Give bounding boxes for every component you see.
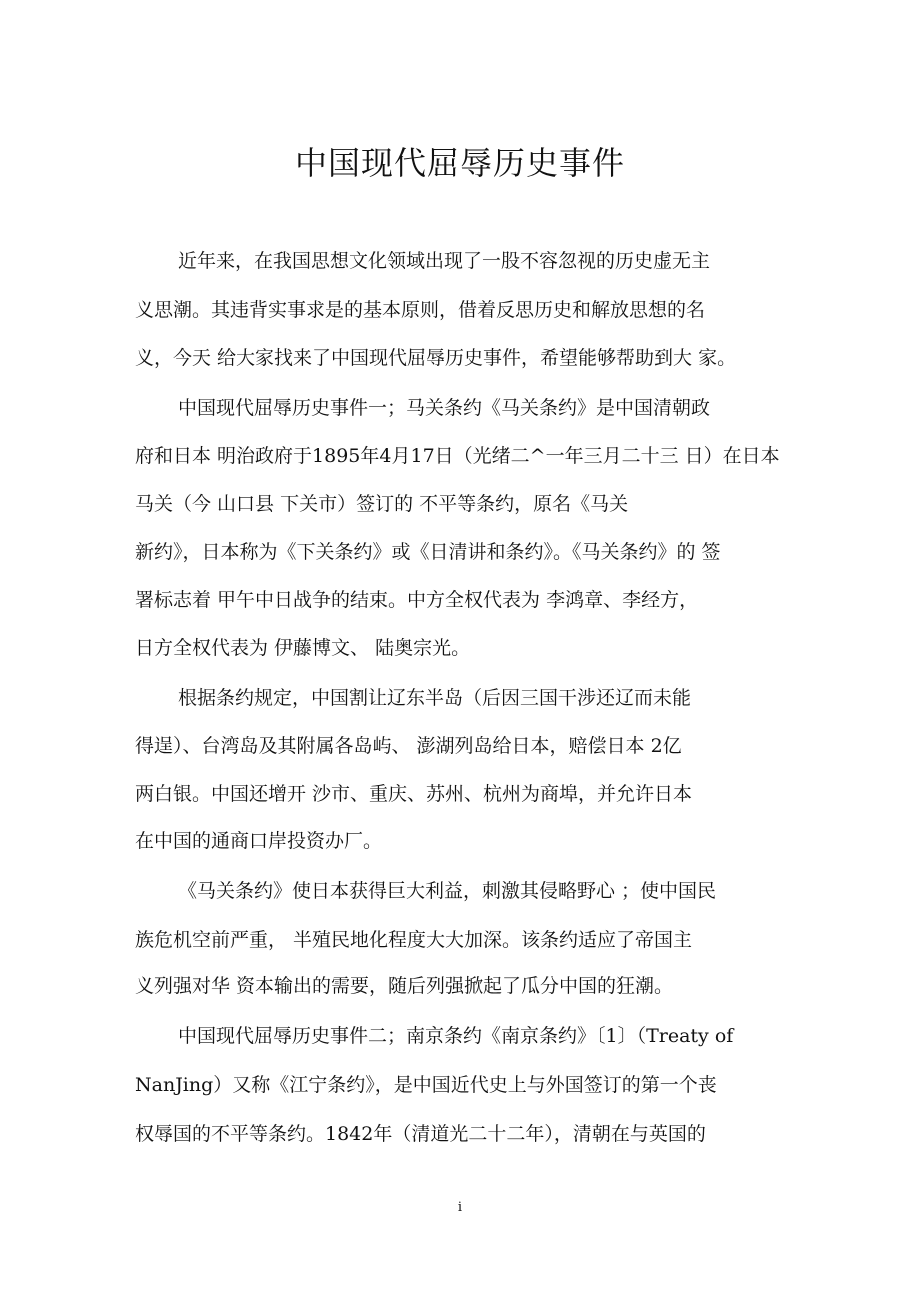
paragraph-line: 新约》，日本称为《下关条约》或《日清讲和条约》。《马关条约》的 签 [135, 541, 721, 563]
paragraph-line: 族危机空前严重， 半殖民地化程度大大加深。该条约适应了帝国主 [135, 929, 693, 951]
paragraph-line: 府和日本 明治政府于1895年4月17日（光绪二^一年三月二十三 日）在日本 [135, 445, 780, 467]
paragraph-line: 两白银。中国还增开 沙市、重庆、苏州、杭州为商埠，并允许日本 [135, 783, 693, 805]
paragraph-line: 权辱国的不平等条约。1842年（清道光二十二年），清朝在与英国的 [135, 1123, 706, 1145]
paragraph-line: 根据条约规定，中国割让辽东半岛（后因三国干涉还辽而未能 [178, 687, 692, 709]
paragraph-line: 中国现代屈辱历史事件一；马关条约《马关条约》是中国清朝政 [178, 397, 711, 419]
paragraph-line: NanJing）又称《江宁条约》，是中国近代史上与外国签订的第一个丧 [135, 1074, 717, 1096]
paragraph-line: 中国现代屈辱历史事件二；南京条约《南京条约》〔1〕（Treaty of [178, 1025, 734, 1047]
paragraph-line: 日方全权代表为 伊藤博文、 陆奥宗光。 [135, 637, 471, 659]
paragraph-line: 署标志着 甲午中日战争的结束。中方全权代表为 李鸿章、李经方， [135, 589, 699, 611]
paragraph-line: 马关（今 山口县 下关市）签订的 不平等条约，原名《马关 [135, 493, 629, 515]
paragraph-line: 义，今天 给大家找来了中国现代屈辱历史事件，希望能够帮助到大 家。 [135, 347, 737, 369]
paragraph-line: 义思潮。其违背实事求是的基本原则，借着反思历史和解放思想的名 [135, 299, 706, 321]
paragraph-line: 义列强对华 资本输出的需要，随后列强掀起了瓜分中国的狂潮。 [135, 975, 674, 997]
document-title: 中国现代屈辱历史事件 [294, 144, 625, 182]
paragraph-line: 近年来，在我国思想文化领域出现了一股不容忽视的历史虚无主 [178, 250, 711, 272]
page-number: i [457, 1200, 463, 1215]
paragraph-line: 《马关条约》使日本获得巨大利益，刺激其侵略野心 ；使中国民 [178, 880, 717, 902]
paragraph-line: 得逞）、台湾岛及其附属各岛屿、 澎湖列岛给日本，赔偿日本 2亿 [135, 735, 682, 757]
paragraph-line: 在中国的通商口岸投资办厂。 [135, 830, 383, 852]
